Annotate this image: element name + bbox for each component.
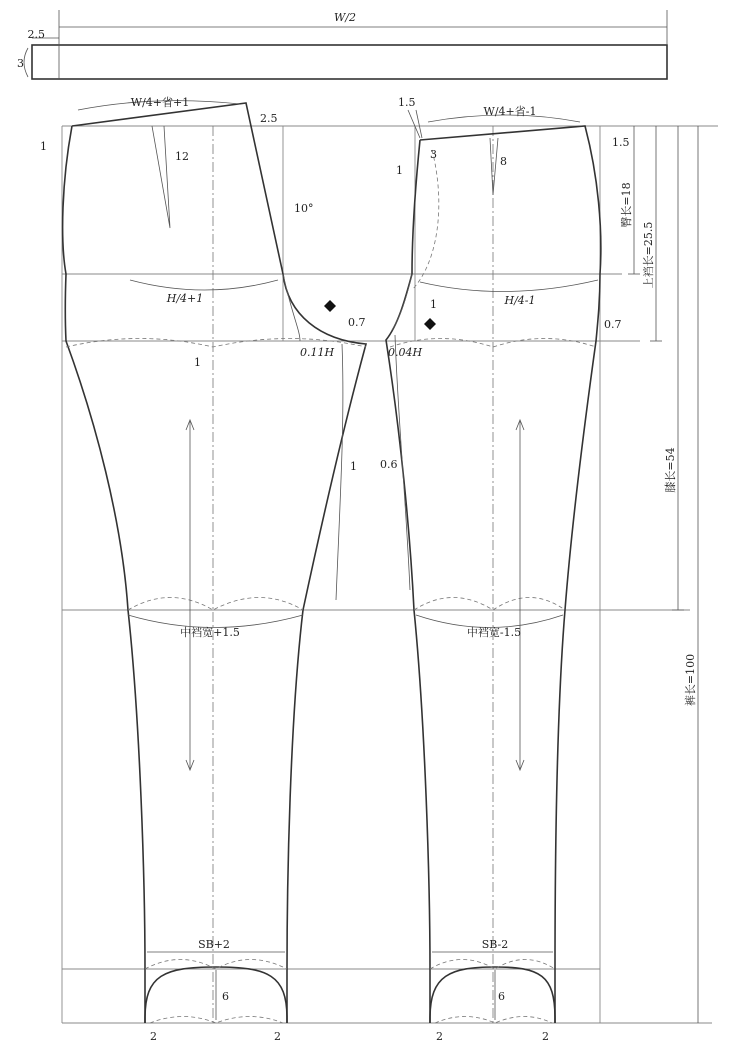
vertical-measurements <box>620 126 698 1023</box>
back-hem-left-label: 2 <box>436 1030 443 1043</box>
back-crotch-curve-label: 1 <box>430 298 437 311</box>
back-left-side-label: 1 <box>396 164 403 177</box>
back-waist-label: W/4+省-1 <box>483 105 537 118</box>
knee-length-label: 膝长=54 <box>664 447 677 493</box>
waistband-height-label: 3 <box>17 57 24 70</box>
back-diamond-marker <box>424 318 436 330</box>
back-crotch-extension-label: 0.04H <box>388 346 423 359</box>
back-hem-right-label: 2 <box>542 1030 549 1043</box>
front-hem-right-label: 2 <box>274 1030 281 1043</box>
front-piece <box>40 95 366 1043</box>
front-inseam-label: 1 <box>350 460 357 473</box>
back-knee-dash <box>414 598 565 611</box>
back-dart-label: 8 <box>500 155 507 168</box>
construction-frame <box>62 126 718 1023</box>
hip-depth-label: 臀长=18 <box>620 182 633 228</box>
front-pocket-label: 6 <box>222 990 229 1003</box>
front-knee-label: 中裆宽+1.5 <box>180 626 240 639</box>
front-crotch-curve-label: 1 <box>194 356 201 369</box>
back-hem-dash <box>430 960 555 970</box>
front-outline <box>63 103 366 1023</box>
back-knee-label: 中裆宽-1.5 <box>466 626 522 639</box>
back-inseam-label: 0.6 <box>380 458 398 471</box>
trouser-length-label: 裤长=100 <box>684 653 697 707</box>
waistband-width-label: W/2 <box>333 11 357 24</box>
back-hip-label: H/4-1 <box>504 294 536 307</box>
front-side-label: 1 <box>40 140 47 153</box>
front-inseam-adjust <box>336 344 343 600</box>
back-right-top-label: 1.5 <box>612 136 630 149</box>
back-side-drop-label: 0.7 <box>604 318 622 331</box>
waistband-rect <box>32 45 667 79</box>
front-angle-label: 10° <box>294 202 314 215</box>
front-waist-label: W/4+省+1 <box>130 96 190 109</box>
front-diamond-marker <box>324 300 336 312</box>
back-dart <box>490 138 498 195</box>
front-hip-label: H/4+1 <box>166 292 204 305</box>
back-top-left-label: 1.5 <box>398 96 416 109</box>
back-pocket-curve <box>430 967 555 1023</box>
front-hip-dim <box>130 280 278 290</box>
back-dart-offset-label: 3 <box>430 148 437 161</box>
front-waist-rise-label: 2.5 <box>260 112 278 125</box>
back-hip-dim <box>420 280 598 292</box>
front-dart <box>152 126 170 228</box>
front-hem-label: SB+2 <box>198 938 230 951</box>
back-outline <box>386 126 601 1023</box>
back-pocket-label: 6 <box>498 990 505 1003</box>
back-piece <box>380 96 630 1043</box>
front-crotch-drop-label: 0.7 <box>348 316 366 329</box>
front-hem-left-label: 2 <box>150 1030 157 1043</box>
front-knee-dash <box>128 598 303 611</box>
back-side-dash <box>412 150 439 290</box>
front-crotch-extension-label: 0.11H <box>300 346 335 359</box>
waistband <box>17 10 667 79</box>
front-dart-label: 12 <box>175 150 189 163</box>
crotch-depth-label: 上裆长=25.5 <box>642 221 655 289</box>
back-hem-label: SB-2 <box>481 938 509 951</box>
waistband-end-label: 2.5 <box>27 28 45 41</box>
